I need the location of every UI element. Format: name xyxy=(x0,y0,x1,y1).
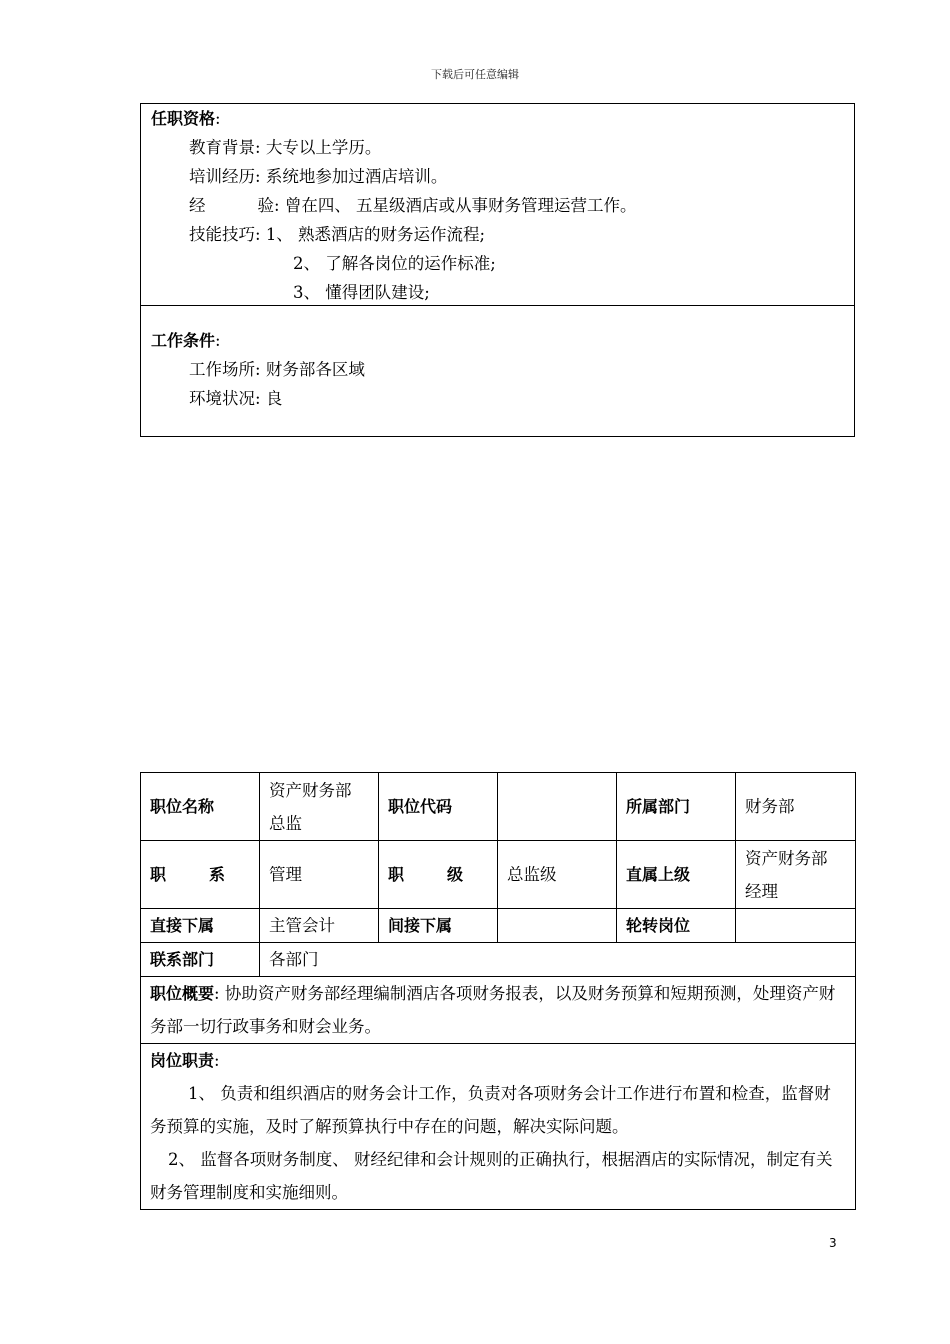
rotation-value xyxy=(736,909,856,943)
training-value: 系统地参加过酒店培训。 xyxy=(265,167,448,186)
series-label: 职 系 xyxy=(141,841,260,909)
direct-subordinate-value: 主管会计 xyxy=(260,909,379,943)
education-value: 大专以上学历。 xyxy=(265,138,382,157)
location-value: 财务部各区域 xyxy=(265,360,365,379)
summary-cell: 职位概要: 协助资产财务部经理编制酒店各项财务报表，以及财务预算和短期预测，处理资产财务部一切行政事务和财会业务。 xyxy=(141,977,856,1044)
position-name-value: 资产财务部 总监 xyxy=(260,773,379,841)
experience-value: 曾在四、 五星级酒店或从事财务管理运营工作。 xyxy=(284,196,637,215)
qualifications-box xyxy=(140,103,855,437)
contact-department-value: 各部门 xyxy=(260,943,856,977)
environment-value: 良 xyxy=(265,389,283,408)
qualifications-title: 任职资格 xyxy=(151,109,216,128)
education-label: 教育背景 xyxy=(189,138,255,157)
skills-label: 技能技巧 xyxy=(189,225,255,244)
direct-subordinate-label: 直接下属 xyxy=(141,909,260,943)
training-label: 培训经历 xyxy=(189,167,255,186)
page-header-note: 下载后可任意编辑 xyxy=(431,68,519,81)
contact-department-label: 联系部门 xyxy=(141,943,260,977)
duties-label: 岗位职责 xyxy=(150,1051,215,1070)
summary-label: 职位概要 xyxy=(150,984,215,1003)
series-value: 管理 xyxy=(260,841,379,909)
duty-item: 2、 监督各项财务制度、 财经纪律和会计规则的正确执行，根据酒店的实际情况，制定有关财务管理制度和实施细则。 xyxy=(150,1150,833,1202)
duty-item: 1、 负责和组织酒店的财务会计工作，负责对各项财务会计工作进行布置和检查，监督财务预算的实施，及时了解预算执行中存在的问题，解决实际问题。 xyxy=(150,1084,831,1136)
indirect-subordinate-value xyxy=(498,909,617,943)
conditions-title: 工作条件 xyxy=(151,331,216,350)
conditions-section: 工作条件 : 工作场所 : 财务部各区域 环境状况 : 良 xyxy=(141,306,854,413)
position-code-value xyxy=(498,773,617,841)
grade-value: 总监级 xyxy=(498,841,617,909)
position-code-label: 职位代码 xyxy=(379,773,498,841)
summary-text: 协助资产财务部经理编制酒店各项财务报表，以及财务预算和短期预测，处理资产财务部一切行政事务和财会业务。 xyxy=(150,984,836,1036)
skill-item: 2、 了解各岗位的运作标准; xyxy=(293,254,496,273)
skill-item: 1、 熟悉酒店的财务运作流程; xyxy=(265,225,486,244)
environment-label: 环境状况 xyxy=(189,389,255,408)
superior-label: 直属上级 xyxy=(617,841,736,909)
rotation-label: 轮转岗位 xyxy=(617,909,736,943)
department-value: 财务部 xyxy=(736,773,856,841)
location-label: 工作场所 xyxy=(189,360,255,379)
experience-label: 经 验 xyxy=(189,196,274,215)
skill-item: 3、 懂得团队建设; xyxy=(293,283,430,302)
position-name-label: 职位名称 xyxy=(141,773,260,841)
indirect-subordinate-label: 间接下属 xyxy=(379,909,498,943)
job-description-table xyxy=(140,772,856,1210)
page-number: 3 xyxy=(829,1236,837,1250)
grade-label: 职 级 xyxy=(379,841,498,909)
superior-value: 资产财务部 经理 xyxy=(736,841,856,909)
duties-cell: 岗位职责: 1、 负责和组织酒店的财务会计工作，负责对各项财务会计工作进行布置和检查，监督财务预算的实施，及时了解预算执行中存在的问题，解决实际问题。 2、 监督各项财务制度、 财经纪律和会计规则的正确执行，根据酒店的实际情况，制定有关财务管理制度和实施细则。 xyxy=(141,1044,856,1210)
qualifications-section: 任职资格 : 教育背景 : 大专以上学历。 培训经历 : 系统地参加过酒店培训。 经 验 : 曾在四、 五星级酒店或从事财务管理运营工作。 技能技巧 : 1、 熟悉酒店的财务运作流程; 2、 了解各岗位的运作标准; 3、 懂得团队建设; xyxy=(141,104,854,306)
department-label: 所属部门 xyxy=(617,773,736,841)
